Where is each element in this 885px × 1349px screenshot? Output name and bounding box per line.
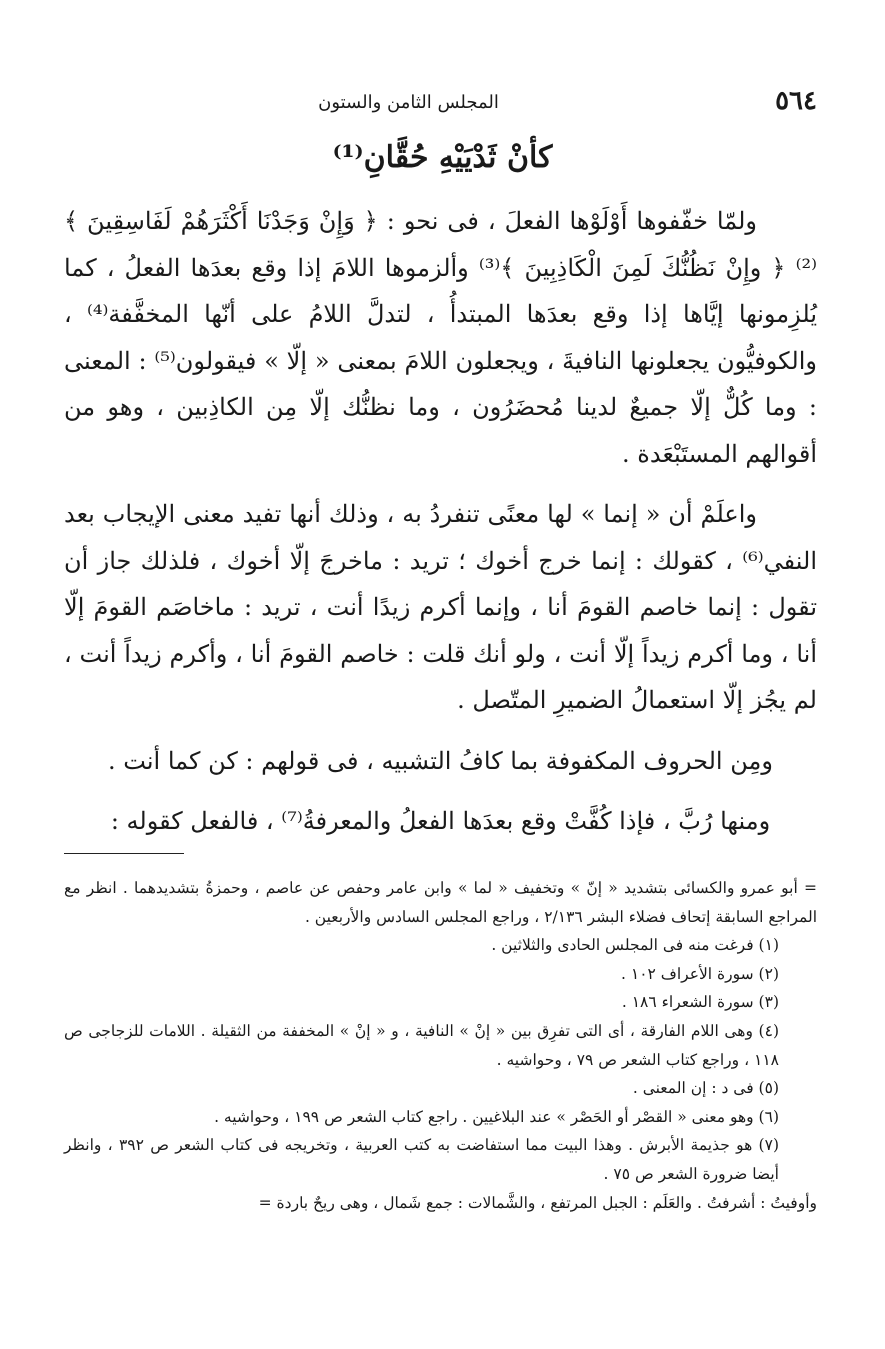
main-text bbox=[64, 198, 817, 859]
footnote: (٢) سورة الأعراف ١٠٢ . bbox=[621, 964, 779, 983]
footnote: (٧) هو جذيمة الأبرش . وهذا البيت مما استفاضت به كتب العربية ، وتخريجه فى كتاب الشعر ص ٣٩٢ ، وانظر أيضا ضرورة الشعر ص ٧٥ . bbox=[64, 1136, 779, 1183]
footnote: (١) فرغت منه فى المجلس الحادى والثلاثين . bbox=[491, 936, 779, 955]
paragraph: ومنها رُبَّ ، فإذا كُفَّتْ وقع بعدَها الفعلُ والمعرفةُ⁽⁷⁾ ، فالفعل كقوله : bbox=[110, 807, 771, 835]
paragraph: واعلَمْ أن « إنما » لها معنًى تنفردُ به ، وذلك أنها تفيد معنى الإيجاب بعد النفي⁽⁶⁾ ، كقولك : إنما خرج أخوك ؛ تريد : ماخرجَ إلّا أخوك ، فلذلك جاز أن تقول : إنما خاصم القومَ أنا ، وإنما أكرم زيدًا أنت ، تريد : ماخاصَم القومَ إلّا أنا ، وما أكرم زيداً إلّا أنت ، ولو أنك قلت : خاصم القومَ أنا ، وأكرم زيداً أنت ، لم يجُز إلّا استعمالُ الضميرِ المتّصل . bbox=[64, 500, 817, 714]
footnote: (٦) وهو معنى « القصْر أو الحَصْر » عند البلاغيين . راجع كتاب الشعر ص ١٩٩ ، وحواشيه . bbox=[214, 1107, 779, 1126]
footnote: (٣) سورة الشعراء ١٨٦ . bbox=[621, 993, 779, 1012]
verse-heading: كأنْ ثَدْيَيْهِ حُقَّانِ⁽¹⁾ bbox=[332, 140, 553, 175]
footnote: وأوفيتُ : أشرفتُ . والعَلَم : الجبل المرتفع ، والشَّمالات : جمع شَمال ، وهى ريحٌ باردة = bbox=[258, 1193, 817, 1212]
page-number: ٥٦٤ bbox=[775, 86, 817, 116]
paragraph: ومِن الحروف المكفوفة بما كافُ التشبيه ، فى قولهم : كن كما أنت . bbox=[108, 746, 773, 775]
paragraph: ولمّا خفّفوها أَوْلَوْها الفعلَ ، فى نحو : ﴿ وَإِنْ وَجَدْنَا أَكْثَرَهُمْ لَفَاسِقِينَ ﴾⁽²⁾ ﴿ وإِنْ نَظُنُّكَ لَمِنَ الْكَاذِبِينَ ﴾⁽³⁾ وألزموها اللامَ إذا وقع بعدَها الفعلُ ، كما يُلزِمونها إيَّاها إذا وقع بعدَها المبتدأُ ، لتدلَّ اللامُ على أنّها المخفَّفة⁽⁴⁾ ، والكوفيُّون يجعلونها النافيةَ ، ويجعلون اللامَ بمعنى « إلّا » فيقولون⁽⁵⁾ : المعنى : وما كُلٌّ إلّا جميعٌ لدينا مُحضَرُون ، وما نظنُّك إلّا مِن الكاذِبين ، وهو من أقوالهم المستَبْعَدة . bbox=[64, 207, 818, 468]
page-header bbox=[60, 86, 817, 122]
footnote-separator bbox=[64, 853, 184, 854]
footnote: = أبو عمرو والكسائى بتشديد « إنّ » وتخفيف « لما » وابن عامر وحفص عن عاصم ، وحمزةُ بتشديدهما . انظر مع المراجع السابقة إتحاف فضلاء البشر ٢/١٣٦ ، وراجع المجلس السادس والأربعين . bbox=[64, 879, 817, 926]
footnote: (٤) وهى اللام الفارقة ، أى التى تفرِق بين « إنْ » النافية ، و « إنْ » المخففة من الثقيلة . اللامات للزجاجى ص ١١٨ ، وراجع كتاب الشعر ص ٧٩ ، وحواشيه . bbox=[64, 1021, 779, 1069]
running-title: المجلس الثامن والستون bbox=[318, 92, 499, 113]
footnote: (٥) فى د : إن المعنى . bbox=[632, 1079, 779, 1098]
footnotes bbox=[64, 874, 817, 1217]
